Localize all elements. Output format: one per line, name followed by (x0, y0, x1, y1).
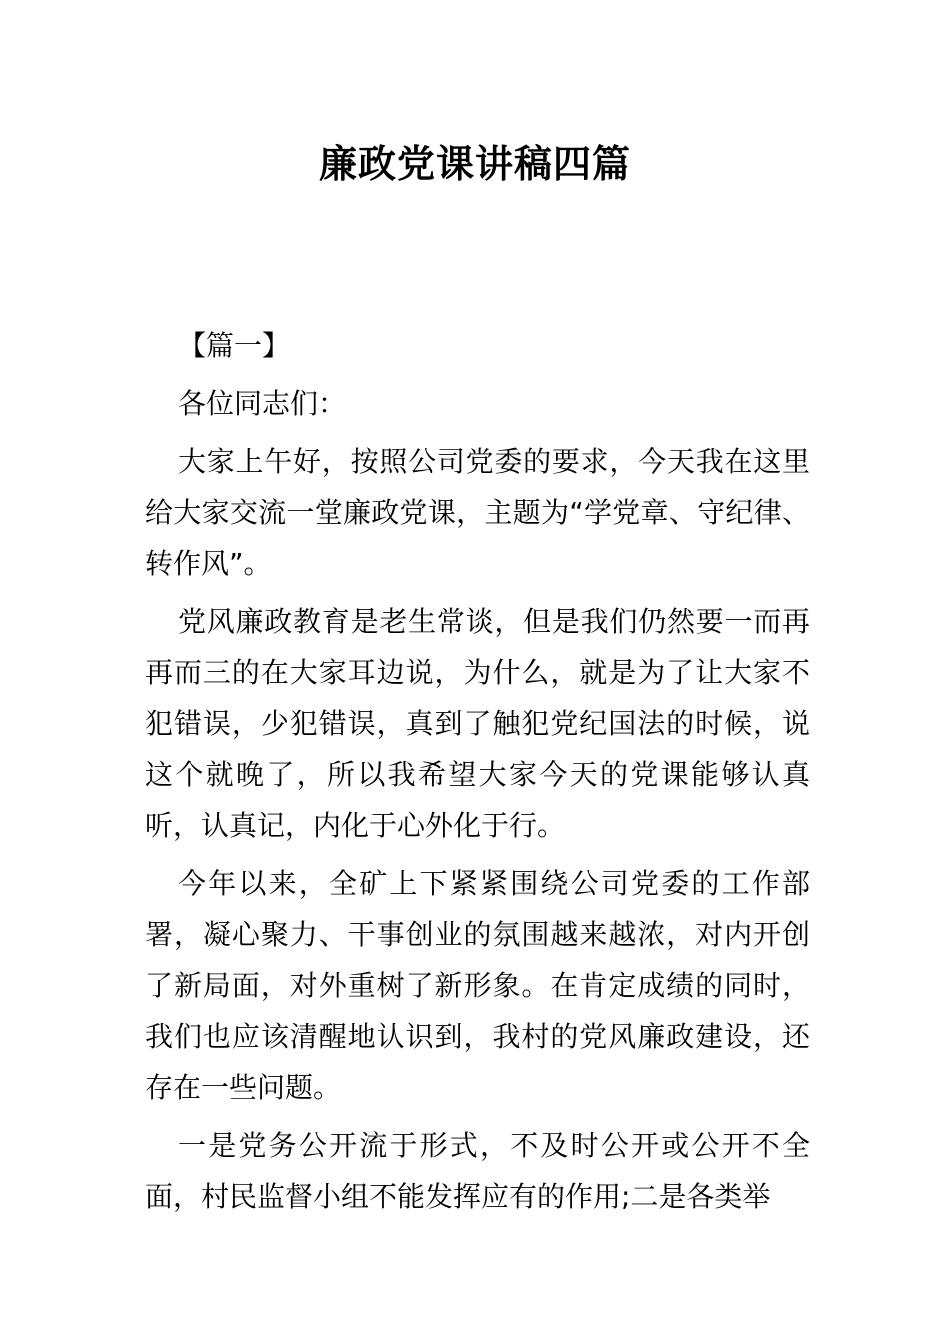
paragraph-2: 党风廉政教育是老生常谈，但是我们仍然要一而再再而三的在大家耳边说，为什么，就是为了让大家不犯错误，少犯错误，真到了触犯党纪国法的时候，说这个就晚了，所以我希望大家今天的党课能够认真听，认真记，内化于心外化于行。 (145, 605, 810, 842)
salutation: 各位同志们： (178, 387, 347, 420)
section-heading: 【篇一】 (178, 329, 291, 362)
paragraph-3: 今年以来，全矿上下紧紧围绕公司党委的工作部署，凝心聚力、干事创业的氛围越来越浓，对内开创了新局面，对外重树了新形象。在肯定成绩的同时，我们也应该清醒地认识到，我村的党风廉政建设，还存在一些问题。 (145, 867, 810, 1104)
document-title: 廉政党课讲稿四篇 (318, 142, 631, 186)
document-body (145, 320, 810, 1229)
paragraph-4: 一是党务公开流于形式，不及时公开或公开不全面，村民监督小组不能发挥应有的作用;二是各类举 (145, 1129, 810, 1213)
paragraph-1: 大家上午好，按照公司党委的要求，今天我在这里给大家交流一堂廉政党课，主题为“学党章、守纪律、转作风”。 (145, 445, 810, 580)
